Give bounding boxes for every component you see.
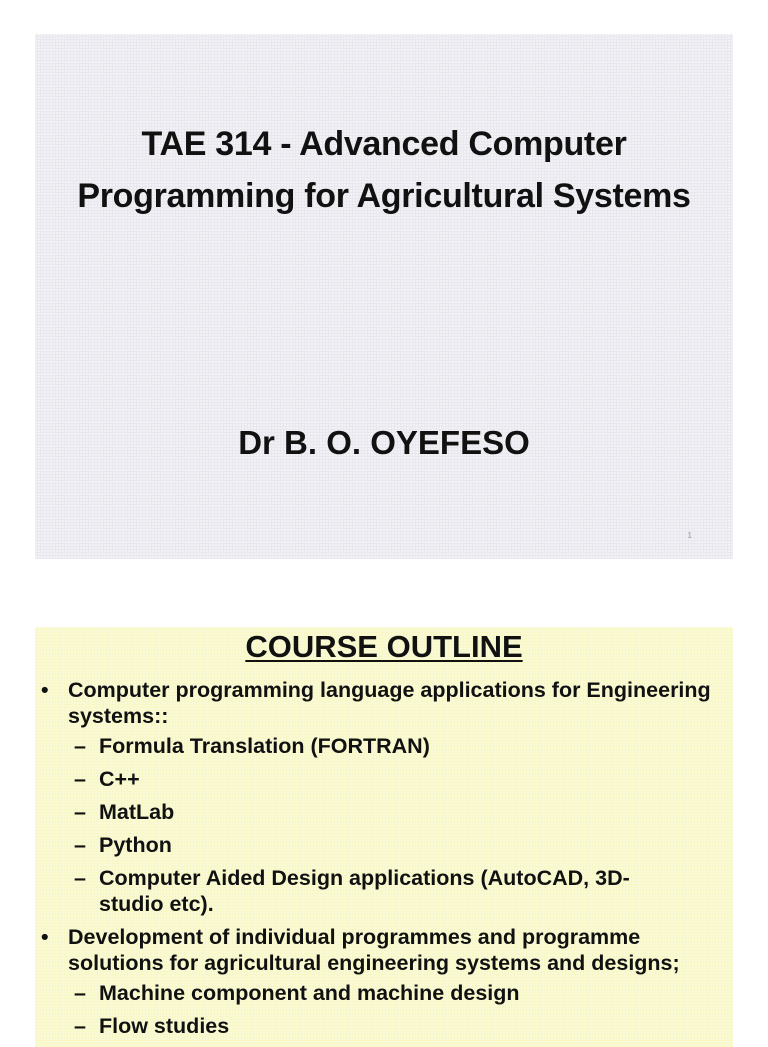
sub-item: – Machine component and machine design bbox=[68, 980, 713, 1006]
course-outline-slide bbox=[35, 627, 733, 1047]
title-line-1: TAE 314 - Advanced Computer bbox=[141, 125, 627, 163]
bullet-text: Computer programming language applications for Engineering systems:: bbox=[68, 678, 711, 728]
sub-item: – Computer Aided Design applications (AutoCAD, 3D-studio etc). bbox=[68, 865, 713, 917]
bullet-item bbox=[35, 924, 733, 1039]
sub-list bbox=[68, 980, 713, 1039]
slide-title bbox=[35, 118, 733, 222]
sub-item: – C++ bbox=[68, 766, 713, 792]
sub-item: – Python bbox=[68, 832, 713, 858]
title-slide bbox=[35, 34, 733, 559]
sub-list bbox=[68, 733, 713, 917]
sub-item: – MatLab bbox=[68, 799, 713, 825]
outline-title-text: COURSE OUTLINE bbox=[245, 629, 523, 664]
sub-item: – Formula Translation (FORTRAN) bbox=[68, 733, 713, 759]
author-name: Dr B. O. OYEFESO bbox=[238, 424, 530, 461]
title-line-2: Programming for Agricultural Systems bbox=[77, 177, 691, 215]
bullet-item bbox=[35, 677, 733, 917]
sub-item: – Flow studies bbox=[68, 1013, 713, 1039]
outline-title bbox=[35, 629, 733, 665]
bullet-text: Development of individual programmes and programme solutions for agricultural engineering systems and designs; bbox=[68, 925, 680, 975]
outline-list bbox=[35, 677, 733, 1046]
slide-number: 1 bbox=[687, 531, 692, 540]
